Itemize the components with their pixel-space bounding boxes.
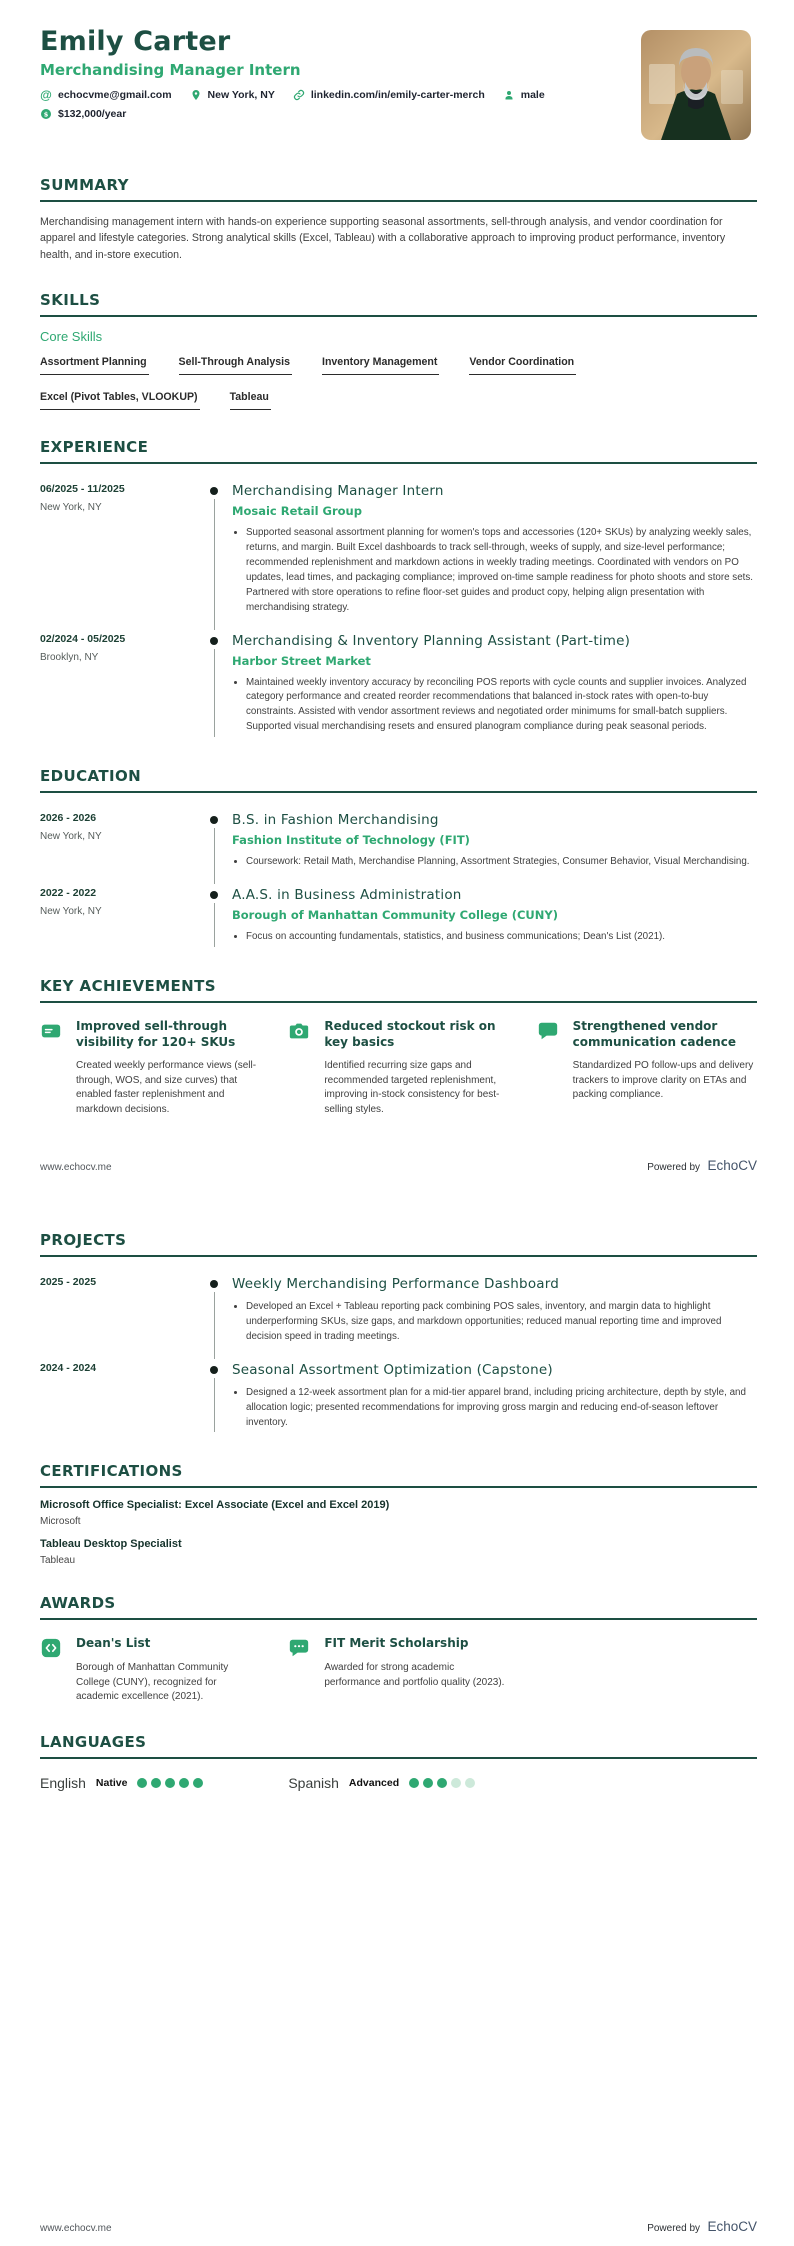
proficiency-dot-filled bbox=[165, 1778, 175, 1788]
certifications-heading: CERTIFICATIONS bbox=[40, 1462, 757, 1488]
skills-group-label: Core Skills bbox=[40, 329, 103, 345]
skill-chip: Vendor Coordination bbox=[469, 356, 576, 375]
email-text: echocvme@gmail.com bbox=[58, 89, 172, 101]
language-name: Spanish bbox=[288, 1774, 339, 1791]
languages-list bbox=[40, 1775, 757, 1791]
entry-body bbox=[232, 812, 757, 874]
achievements-grid bbox=[40, 1019, 757, 1117]
experience-section bbox=[40, 438, 757, 739]
languages-heading: LANGUAGES bbox=[40, 1733, 757, 1759]
language-proficiency-dots bbox=[409, 1778, 475, 1788]
powered-by-text: Powered by bbox=[647, 2223, 701, 2234]
summary-section bbox=[40, 176, 757, 263]
timeline-marker bbox=[198, 1362, 232, 1435]
timeline-marker bbox=[198, 1276, 232, 1349]
education-heading: EDUCATION bbox=[40, 767, 757, 793]
entry-bullets bbox=[246, 1300, 757, 1345]
languages-section bbox=[40, 1733, 757, 1791]
achievements-heading: KEY ACHIEVEMENTS bbox=[40, 977, 757, 1003]
person-job-title: Merchandising Manager Intern bbox=[40, 61, 301, 79]
proficiency-dot-filled bbox=[423, 1778, 433, 1788]
awards-grid bbox=[40, 1636, 757, 1704]
project-entry bbox=[40, 1263, 757, 1349]
entry-body bbox=[232, 887, 757, 949]
proficiency-dot-filled bbox=[137, 1778, 147, 1788]
entry-location: New York, NY bbox=[40, 906, 102, 918]
proficiency-dot-filled bbox=[193, 1778, 203, 1788]
entry-location: New York, NY bbox=[40, 831, 102, 843]
education-entries bbox=[40, 799, 757, 949]
page-footer bbox=[40, 2218, 757, 2236]
achievements-section bbox=[40, 977, 757, 1117]
salary-item bbox=[40, 108, 126, 120]
summary-heading: SUMMARY bbox=[40, 176, 757, 202]
education-entry bbox=[40, 799, 757, 874]
project-entry bbox=[40, 1349, 757, 1435]
gender-text: male bbox=[520, 89, 545, 101]
entry-title: Merchandising Manager Intern bbox=[232, 483, 444, 500]
link-icon bbox=[293, 89, 305, 101]
site-link[interactable]: www.echocv.me bbox=[40, 1162, 112, 1174]
education-section bbox=[40, 767, 757, 949]
certification-name: Tableau Desktop Specialist bbox=[40, 1538, 182, 1551]
skills-heading: SKILLS bbox=[40, 291, 757, 317]
entry-body bbox=[232, 1276, 757, 1349]
language-level: Advanced bbox=[348, 1776, 400, 1789]
certification-issuer: Microsoft bbox=[40, 1516, 81, 1528]
chat-dots-icon bbox=[288, 1637, 310, 1659]
proficiency-dot-filled bbox=[151, 1778, 161, 1788]
entry-meta bbox=[40, 1362, 198, 1435]
entry-title: Weekly Merchandising Performance Dashboard bbox=[232, 1276, 560, 1293]
proficiency-dot-empty bbox=[451, 1778, 461, 1788]
skill-chip: Assortment Planning bbox=[40, 356, 149, 375]
award-text: Borough of Manhattan Community College (CUNY), recognized for academic excellence (2021). bbox=[76, 1662, 229, 1703]
skill-chip: Sell-Through Analysis bbox=[179, 356, 292, 375]
achievement-title: Improved sell-through visibility for 120+ SKUs bbox=[76, 1018, 236, 1049]
projects-heading: PROJECTS bbox=[40, 1231, 757, 1257]
certification-issuer: Tableau bbox=[40, 1555, 76, 1567]
echocv-brand: EchoCV bbox=[707, 2219, 757, 2234]
certifications-section bbox=[40, 1462, 757, 1566]
projects-section bbox=[40, 1231, 757, 1434]
entry-date: 06/2025 - 11/2025 bbox=[40, 483, 125, 496]
entry-bullets bbox=[246, 676, 757, 736]
entry-title: B.S. in Fashion Merchandising bbox=[232, 812, 439, 829]
language-item bbox=[40, 1775, 260, 1791]
powered-by-text: Powered by bbox=[647, 1162, 701, 1174]
location-text: New York, NY bbox=[207, 89, 275, 101]
entry-meta bbox=[40, 483, 198, 619]
entry-date: 2022 - 2022 bbox=[40, 887, 97, 900]
email-link[interactable] bbox=[40, 89, 172, 101]
entry-title: Seasonal Assortment Optimization (Capstone) bbox=[232, 1361, 553, 1378]
certification-name: Microsoft Office Specialist: Excel Associate (Excel and Excel 2019) bbox=[40, 1499, 390, 1512]
entry-title: Merchandising & Inventory Planning Assistant (Part-time) bbox=[232, 632, 631, 649]
svg-text:$: $ bbox=[43, 110, 49, 119]
entry-bullet: • Maintained weekly inventory accuracy by reconciling POS reports with cycle counts and supplier invoices. Analyzed category performance and created reorder recommendations that balanced in-stock rates with open-to-buy constraints. Assisted with vendor assortment reviews and negotiated order minimums for small-batch suppliers. Supported visual merchandising resets and ensured planogram compliance during peak seasonal periods. bbox=[246, 676, 757, 736]
linkedin-text: linkedin.com/in/emily-carter-merch bbox=[310, 89, 485, 101]
awards-grid-spacer bbox=[537, 1636, 757, 1704]
gender-item bbox=[503, 89, 545, 101]
entry-org: Mosaic Retail Group bbox=[232, 504, 362, 519]
chat-bubble-icon bbox=[537, 1020, 559, 1042]
achievement-item bbox=[537, 1019, 757, 1117]
entry-location: Brooklyn, NY bbox=[40, 651, 99, 663]
entry-date: 02/2024 - 05/2025 bbox=[40, 632, 126, 645]
achievement-title: Reduced stockout risk on key basics bbox=[324, 1018, 496, 1049]
entry-bullets bbox=[246, 526, 757, 615]
entry-bullet: • Supported seasonal assortment planning for women's tops and accessories (120+ SKUs) by analyzing weekly sales, returns, and margin. Built Excel dashboards to track sell-through, weeks of supply, and size-level performance; recommended replenishment and markdown actions in weekly trading meetings. Coordinated with vendors on PO updates, lead times, and packaging compliance; improved on-time sample readiness for photo shoots and store sets. Partnered with store operations to refine floor-set guides and product copy, helping align presentation with merchandising strategy. bbox=[246, 526, 757, 615]
card-icon bbox=[40, 1020, 62, 1042]
achievement-text: Created weekly performance views (sell-through, WOS, and size curves) that enabled faster replenishment and markdown decisions. bbox=[76, 1060, 257, 1115]
language-level: Native bbox=[95, 1776, 128, 1789]
location-pin-icon bbox=[190, 89, 202, 101]
entry-org: Harbor Street Market bbox=[232, 653, 371, 668]
timeline-marker bbox=[198, 633, 232, 740]
echocv-brand: EchoCV bbox=[707, 1158, 757, 1174]
entry-bullet: • Coursework: Retail Math, Merchandise Planning, Assortment Strategies, Consumer Behavior, Visual Merchandising. bbox=[246, 855, 757, 870]
award-text: Awarded for strong academic performance and portfolio quality (2023). bbox=[324, 1662, 505, 1688]
entry-location: New York, NY bbox=[40, 502, 102, 514]
header bbox=[40, 26, 757, 148]
entry-meta bbox=[40, 887, 198, 949]
award-item bbox=[288, 1636, 508, 1704]
entry-bullets bbox=[246, 930, 757, 945]
email-icon: @ bbox=[40, 88, 52, 102]
award-title: FIT Merit Scholarship bbox=[324, 1636, 469, 1651]
certification-item bbox=[40, 1538, 757, 1566]
skill-chip: Inventory Management bbox=[322, 356, 439, 375]
award-item bbox=[40, 1636, 260, 1704]
entry-date: 2025 - 2025 bbox=[40, 1276, 97, 1289]
timeline-marker bbox=[198, 887, 232, 949]
salary-text: $132,000/year bbox=[58, 108, 127, 120]
powered-by bbox=[647, 1157, 757, 1175]
entry-org: Borough of Manhattan Community College (CUNY) bbox=[232, 908, 558, 923]
certification-item bbox=[40, 1499, 757, 1527]
language-item bbox=[288, 1775, 508, 1791]
person-name: Emily Carter bbox=[40, 26, 231, 57]
achievement-item bbox=[40, 1019, 260, 1117]
awards-section bbox=[40, 1594, 757, 1704]
languages-grid-spacer bbox=[537, 1775, 757, 1791]
page-footer bbox=[40, 1157, 757, 1175]
powered-by bbox=[647, 2218, 757, 2236]
skill-list bbox=[40, 356, 757, 410]
entry-body bbox=[232, 633, 757, 740]
achievement-item bbox=[288, 1019, 508, 1117]
skill-chip: Tableau bbox=[230, 391, 271, 410]
achievement-text: Standardized PO follow-ups and delivery trackers to improve clarity on ETAs and packing compliance. bbox=[572, 1060, 754, 1101]
entry-date: 2024 - 2024 bbox=[40, 1361, 97, 1374]
achievement-text: Identified recurring size gaps and recommended targeted replenishment, improving in-stock consistency for best-selling styles. bbox=[324, 1060, 500, 1115]
awards-heading: AWARDS bbox=[40, 1594, 757, 1620]
entry-date: 2026 - 2026 bbox=[40, 812, 97, 825]
summary-text: Merchandising management intern with hands-on experience supporting seasonal assortments, sell-through analysis, and vendor coordination for apparel and lifestyle categories. Strong analytical skills (Excel, Tableau) with a collaborative approach to improving product performance, inventory health, and in-store execution. bbox=[40, 216, 726, 261]
timeline-marker bbox=[198, 812, 232, 874]
entry-bullets bbox=[246, 855, 757, 870]
entry-body bbox=[232, 483, 757, 619]
salary-icon bbox=[40, 108, 52, 120]
skills-section bbox=[40, 291, 757, 410]
experience-heading: EXPERIENCE bbox=[40, 438, 757, 464]
award-title: Dean's List bbox=[76, 1636, 151, 1651]
experience-entry bbox=[40, 470, 757, 619]
proficiency-dot-empty bbox=[465, 1778, 475, 1788]
experience-entries bbox=[40, 470, 757, 739]
entry-org: Fashion Institute of Technology (FIT) bbox=[232, 833, 470, 848]
person-icon bbox=[503, 89, 515, 101]
entry-bullet: • Focus on accounting fundamentals, statistics, and business communications; Dean's List (2021). bbox=[246, 930, 757, 945]
timeline-marker bbox=[198, 483, 232, 619]
language-proficiency-dots bbox=[137, 1778, 203, 1788]
entry-bullets bbox=[246, 1386, 757, 1431]
experience-entry bbox=[40, 620, 757, 740]
entry-title: A.A.S. in Business Administration bbox=[232, 887, 462, 904]
skill-chip: Excel (Pivot Tables, VLOOKUP) bbox=[40, 391, 200, 410]
code-badge-icon bbox=[40, 1637, 62, 1659]
linkedin-link[interactable] bbox=[293, 89, 485, 101]
entry-meta bbox=[40, 1276, 198, 1349]
camera-icon bbox=[288, 1020, 310, 1042]
proficiency-dot-filled bbox=[437, 1778, 447, 1788]
education-entry bbox=[40, 874, 757, 949]
project-entries bbox=[40, 1263, 757, 1434]
achievement-title: Strengthened vendor communication cadence bbox=[572, 1018, 736, 1049]
entry-meta bbox=[40, 633, 198, 740]
profile-photo bbox=[641, 30, 751, 140]
entry-meta bbox=[40, 812, 198, 874]
proficiency-dot-filled bbox=[409, 1778, 419, 1788]
entry-body bbox=[232, 1362, 757, 1435]
proficiency-dot-filled bbox=[179, 1778, 189, 1788]
language-name: English bbox=[40, 1774, 86, 1791]
entry-bullet: • Developed an Excel + Tableau reporting pack combining POS sales, inventory, and margin data to highlight underperforming SKUs, size gaps, and markdown opportunities; reduced manual reporting time and improved decision speed in trading meetings. bbox=[246, 1300, 757, 1345]
entry-bullet: • Designed a 12-week assortment plan for a mid-tier apparel brand, including pricing architecture, depth by style, and allocation logic; presented recommendations for improving gross margin and reducing end-of-season leftover inventory. bbox=[246, 1386, 757, 1431]
site-link[interactable]: www.echocv.me bbox=[40, 2223, 112, 2234]
location-item bbox=[190, 89, 275, 101]
